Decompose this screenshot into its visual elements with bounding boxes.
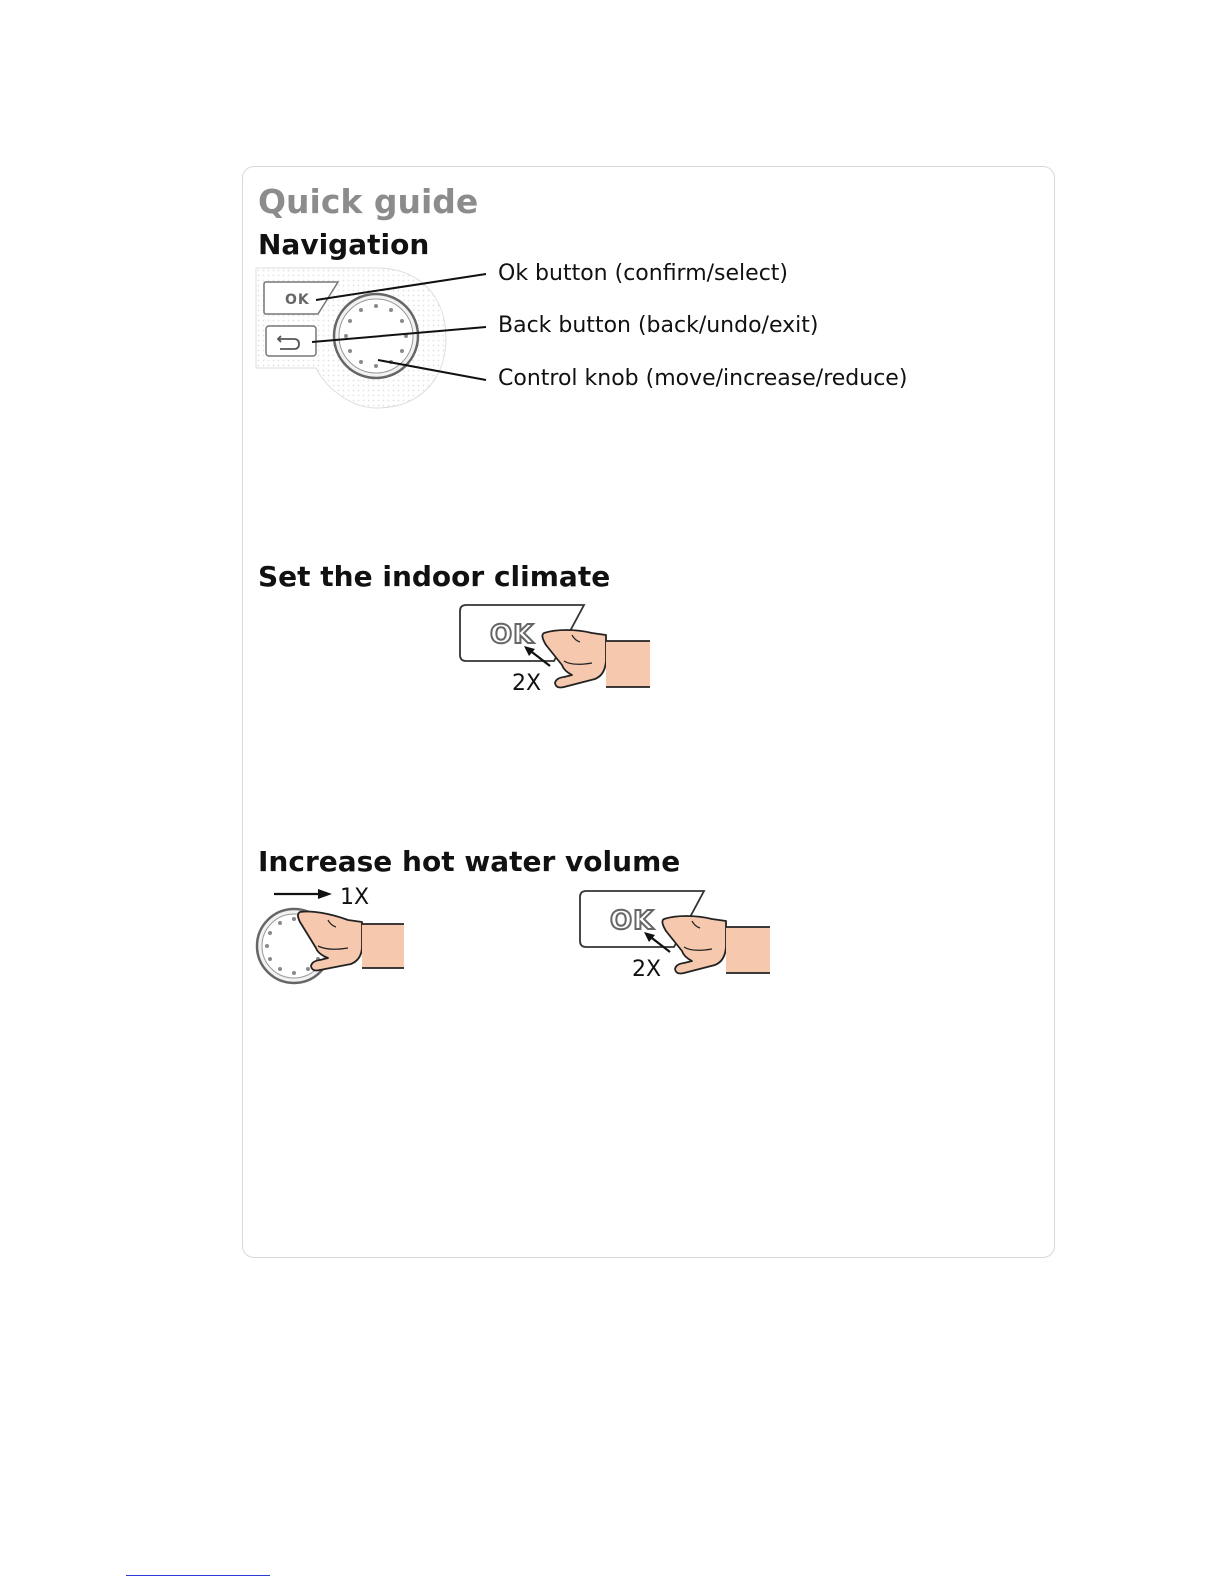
callout-ok-button: Ok button (confirm/select) (498, 261, 788, 286)
ok-press-illustration-2 (580, 891, 780, 981)
callout-control-knob: Control knob (move/increase/reduce) (498, 366, 908, 391)
indoor-climate-heading: Set the indoor climate (258, 560, 611, 593)
ok-label-2: OK (610, 906, 655, 936)
press-count-1: 2X (512, 671, 542, 696)
callout-back-button: Back button (back/undo/exit) (498, 313, 819, 338)
navigation-heading: Navigation (258, 228, 430, 261)
hand-icon (542, 630, 650, 688)
page-title: Quick guide (258, 182, 479, 221)
hot-water-heading: Increase hot water volume (258, 845, 681, 878)
hand-icon (662, 916, 770, 974)
turn-count: 1X (340, 885, 370, 910)
footnote-rule (126, 1575, 270, 1576)
ok-press-illustration-1 (460, 605, 660, 695)
ok-button-label: OK (285, 292, 310, 308)
press-count-2: 2X (632, 957, 662, 982)
arrow-right-icon (318, 889, 332, 899)
hand-icon (298, 911, 404, 970)
knob-turn-illustration (256, 884, 416, 994)
ok-label-1: OK (490, 620, 535, 650)
